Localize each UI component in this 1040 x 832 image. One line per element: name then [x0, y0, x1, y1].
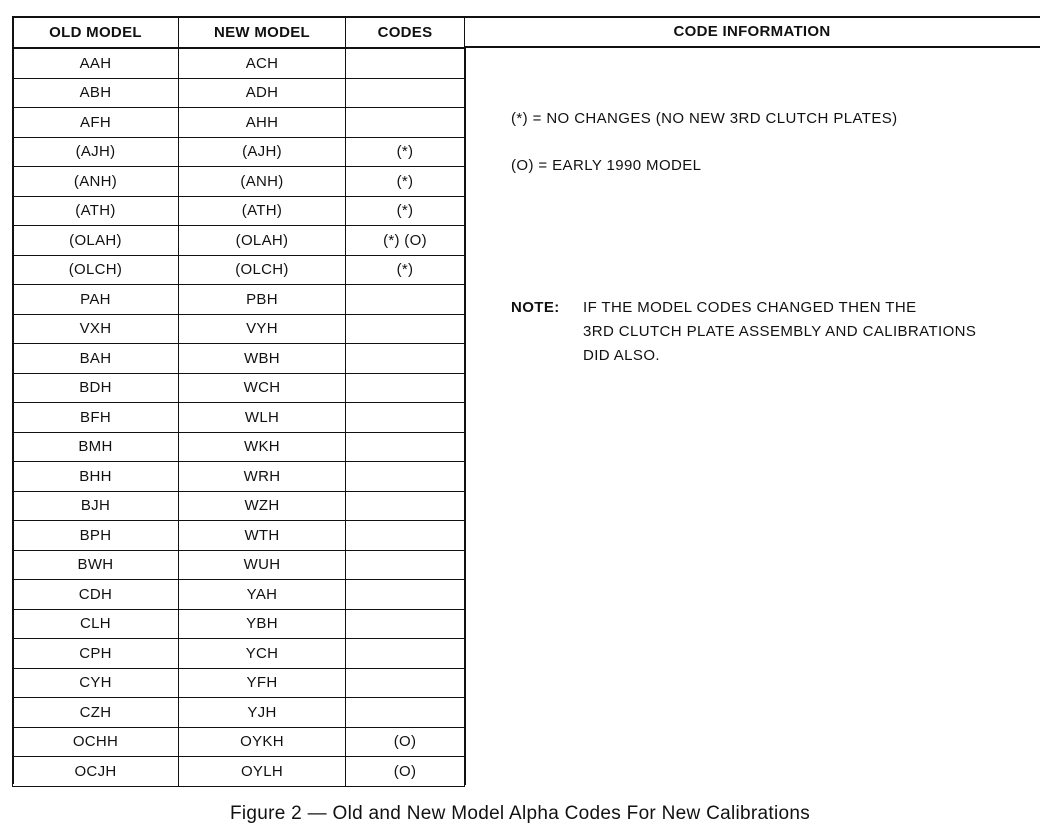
codes-cell [346, 108, 465, 138]
old-model-cell: BWH [13, 550, 179, 580]
codes-cell [346, 373, 465, 403]
codes-cell [346, 668, 465, 698]
old-model-cell: BFH [13, 403, 179, 433]
new-model-cell: (ATH) [179, 196, 346, 226]
header-codes: CODES [346, 17, 465, 49]
codes-cell [346, 403, 465, 433]
old-model-cell: CZH [13, 698, 179, 728]
new-model-cell: VYH [179, 314, 346, 344]
codes-cell: (*) [346, 196, 465, 226]
old-model-cell: BMH [13, 432, 179, 462]
new-model-cell: YBH [179, 609, 346, 639]
old-model-cell: BHH [13, 462, 179, 492]
table-row [13, 108, 465, 138]
info-column-divider [464, 48, 466, 785]
codes-cell [346, 432, 465, 462]
table-row [13, 196, 465, 226]
codes-cell [346, 48, 465, 78]
legend-o: (O) = EARLY 1990 MODEL [511, 157, 702, 174]
codes-cell [346, 78, 465, 108]
table-row [13, 314, 465, 344]
table-row [13, 491, 465, 521]
codes-cell: (*) [346, 255, 465, 285]
table-row [13, 344, 465, 374]
table-row [13, 403, 465, 433]
new-model-cell: AHH [179, 108, 346, 138]
old-model-cell: OCHH [13, 727, 179, 757]
codes-cell: (O) [346, 757, 465, 787]
table-row [13, 432, 465, 462]
old-model-cell: (OLAH) [13, 226, 179, 256]
note-line: 3RD CLUTCH PLATE ASSEMBLY AND CALIBRATIONS [583, 323, 977, 340]
old-model-cell: CYH [13, 668, 179, 698]
old-model-cell: CPH [13, 639, 179, 669]
model-codes-table [12, 16, 465, 787]
codes-cell [346, 550, 465, 580]
table-row [13, 137, 465, 167]
old-model-cell: AFH [13, 108, 179, 138]
old-model-cell: (AJH) [13, 137, 179, 167]
new-model-cell: WUH [179, 550, 346, 580]
codes-cell [346, 344, 465, 374]
table-row [13, 462, 465, 492]
table-row [13, 668, 465, 698]
codes-cell [346, 314, 465, 344]
old-model-cell: BDH [13, 373, 179, 403]
table-row [13, 698, 465, 728]
table-row [13, 226, 465, 256]
old-model-cell: AAH [13, 48, 179, 78]
new-model-cell: WCH [179, 373, 346, 403]
new-model-cell: WBH [179, 344, 346, 374]
table-header-row [13, 17, 465, 49]
table-row [13, 521, 465, 551]
codes-cell [346, 491, 465, 521]
codes-cell [346, 698, 465, 728]
table-row [13, 255, 465, 285]
header-code-information: CODE INFORMATION [464, 16, 1040, 48]
new-model-cell: (ANH) [179, 167, 346, 197]
new-model-cell: (OLAH) [179, 226, 346, 256]
table-row [13, 550, 465, 580]
new-model-cell: WRH [179, 462, 346, 492]
old-model-cell: BAH [13, 344, 179, 374]
old-model-cell: (ANH) [13, 167, 179, 197]
codes-cell [346, 609, 465, 639]
note-line: DID ALSO. [583, 347, 660, 364]
table-row [13, 639, 465, 669]
table-row [13, 48, 465, 78]
codes-cell: (*) (O) [346, 226, 465, 256]
new-model-cell: PBH [179, 285, 346, 315]
old-model-cell: PAH [13, 285, 179, 315]
new-model-cell: (AJH) [179, 137, 346, 167]
new-model-cell: WZH [179, 491, 346, 521]
new-model-cell: WLH [179, 403, 346, 433]
old-model-cell: ABH [13, 78, 179, 108]
header-new-model: NEW MODEL [179, 17, 346, 49]
note-label: NOTE: [511, 299, 560, 316]
legend-star: (*) = NO CHANGES (NO NEW 3RD CLUTCH PLATES) [511, 110, 898, 127]
codes-cell: (*) [346, 167, 465, 197]
table-row [13, 757, 465, 787]
codes-cell: (*) [346, 137, 465, 167]
new-model-cell: (OLCH) [179, 255, 346, 285]
figure-caption: Figure 2 — Old and New Model Alpha Codes For New Calibrations [229, 803, 811, 824]
new-model-cell: ADH [179, 78, 346, 108]
note-line: IF THE MODEL CODES CHANGED THEN THE [583, 299, 917, 316]
codes-cell [346, 580, 465, 610]
old-model-cell: BPH [13, 521, 179, 551]
codes-cell [346, 521, 465, 551]
new-model-cell: OYLH [179, 757, 346, 787]
old-model-cell: (ATH) [13, 196, 179, 226]
new-model-cell: WTH [179, 521, 346, 551]
table-row [13, 285, 465, 315]
old-model-cell: CDH [13, 580, 179, 610]
old-model-cell: OCJH [13, 757, 179, 787]
table-row [13, 609, 465, 639]
new-model-cell: ACH [179, 48, 346, 78]
codes-cell [346, 462, 465, 492]
new-model-cell: YFH [179, 668, 346, 698]
table-row [13, 78, 465, 108]
codes-cell [346, 285, 465, 315]
table-row [13, 727, 465, 757]
table-row [13, 167, 465, 197]
old-model-cell: VXH [13, 314, 179, 344]
header-old-model: OLD MODEL [13, 17, 179, 49]
new-model-cell: YAH [179, 580, 346, 610]
old-model-cell: (OLCH) [13, 255, 179, 285]
codes-cell: (O) [346, 727, 465, 757]
table-row [13, 580, 465, 610]
new-model-cell: OYKH [179, 727, 346, 757]
table-row [13, 373, 465, 403]
new-model-cell: YCH [179, 639, 346, 669]
old-model-cell: BJH [13, 491, 179, 521]
old-model-cell: CLH [13, 609, 179, 639]
codes-cell [346, 639, 465, 669]
new-model-cell: WKH [179, 432, 346, 462]
new-model-cell: YJH [179, 698, 346, 728]
